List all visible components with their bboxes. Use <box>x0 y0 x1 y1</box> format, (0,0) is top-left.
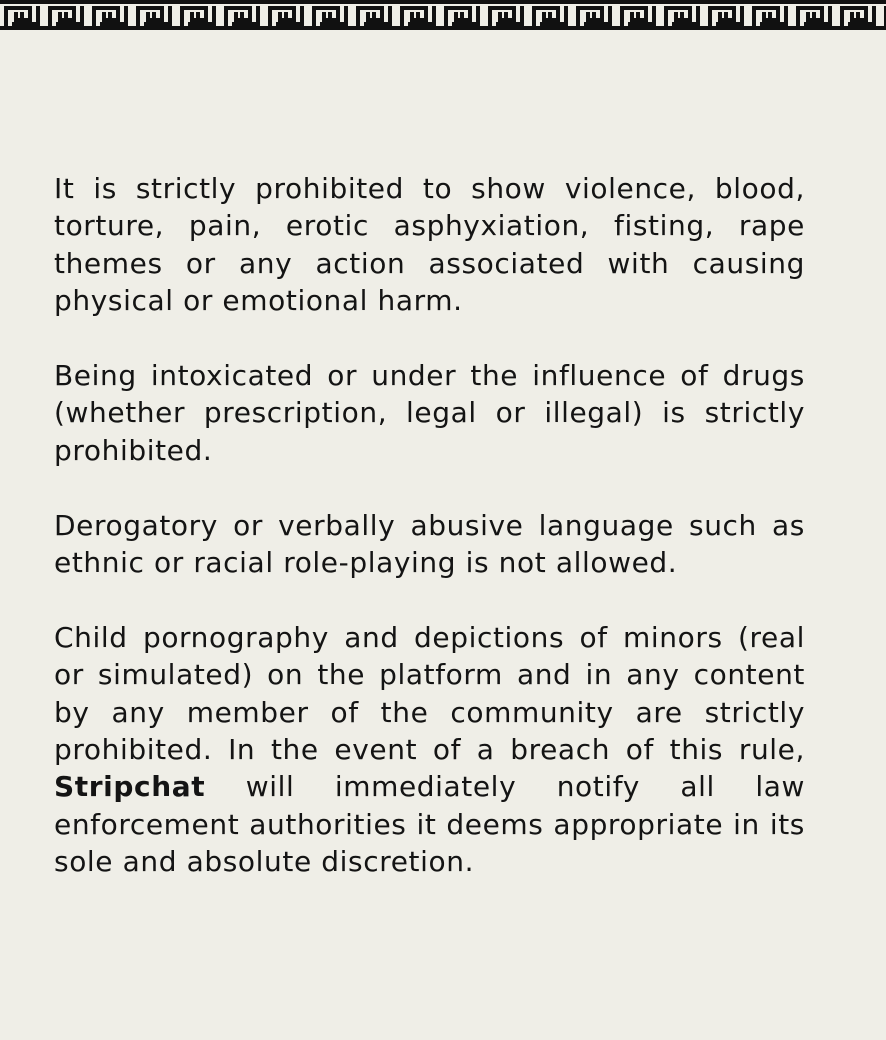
rule-minors-part-2: will immediately notify all law enforcement authorities it deems appropriate in its sole and absolute discretion. <box>54 770 805 879</box>
rules-text <box>54 170 805 881</box>
rule-intoxication: Being intoxicated or under the influence of drugs (whether prescription, legal or illegal) is strictly prohibited. <box>54 359 805 467</box>
brand-name: Stripchat <box>54 770 206 804</box>
rule-violence: It is strictly prohibited to show violence, blood, torture, pain, erotic asphyxiation, fisting, rape themes or any action associated with causing physical or emotional harm. <box>54 172 805 318</box>
greek-key-border <box>0 0 886 30</box>
rule-minors <box>54 619 805 881</box>
rule-minors-part-1: Child pornography and depictions of minors (real or simulated) on the platform and in any content by any member of the community are strictly prohibited. In the event of a breach of this rule, <box>54 620 805 767</box>
rule-abusive-language: Derogatory or verbally abusive language such as ethnic or racial role-playing is not allowed. <box>54 508 805 580</box>
